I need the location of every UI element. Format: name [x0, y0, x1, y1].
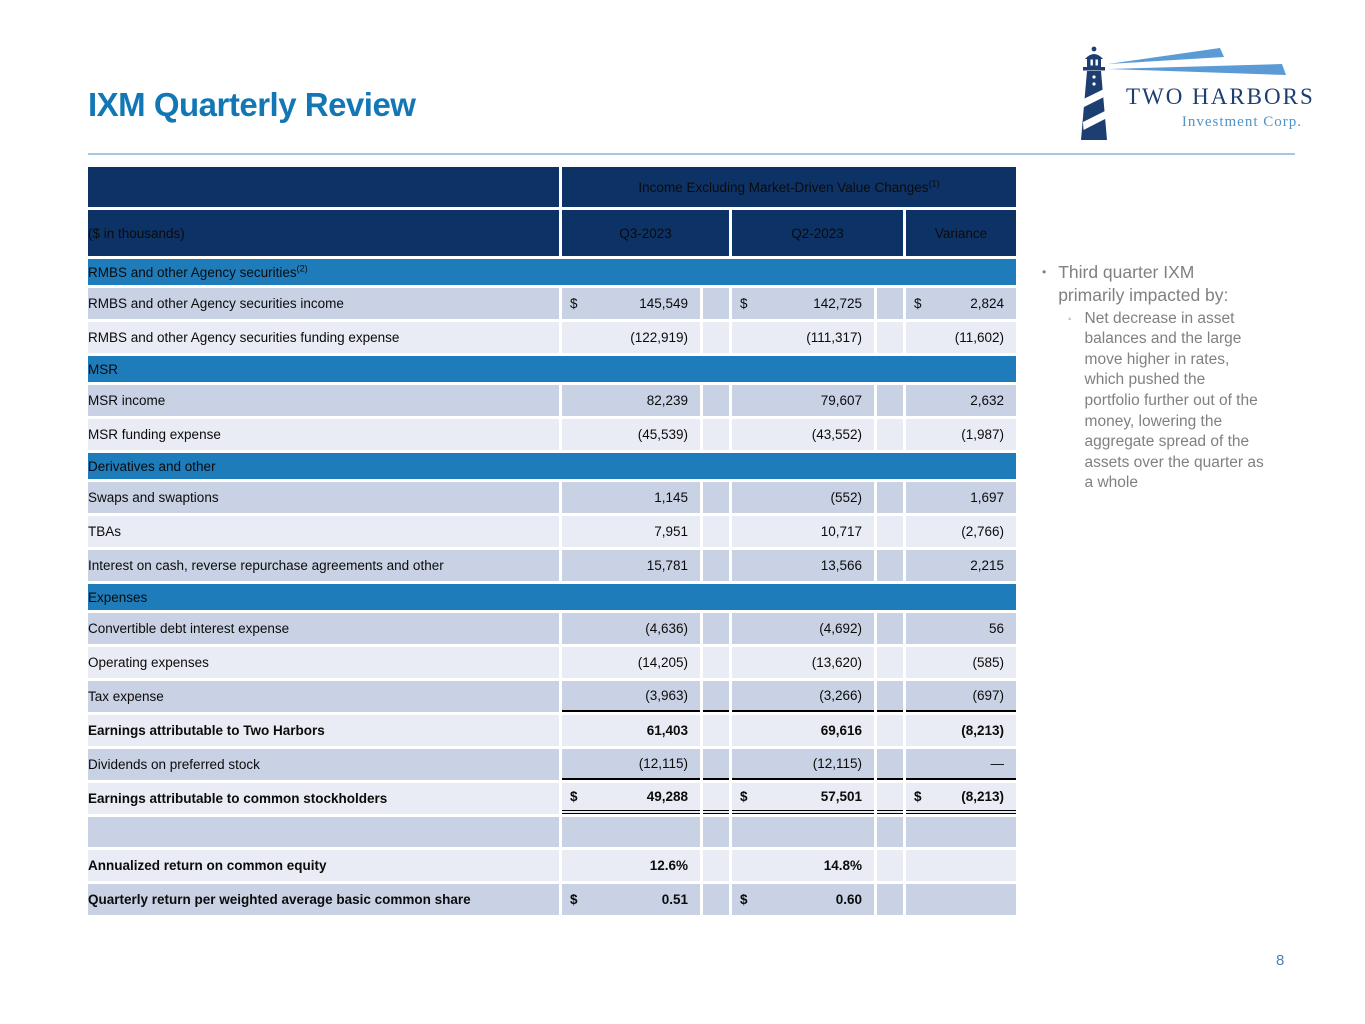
- cell-q2: [732, 850, 874, 881]
- cell-value: 12.6%: [649, 858, 688, 873]
- row-label: TBAs: [88, 516, 559, 547]
- cell-var: [906, 715, 1016, 746]
- spacer-cell: [877, 715, 903, 746]
- note-sub-bullet-item: [1068, 309, 1265, 494]
- cell-q3: [562, 322, 700, 353]
- cell-value: (4,692): [819, 621, 862, 636]
- spacer-cell: [703, 385, 729, 416]
- table-row: [88, 749, 1016, 780]
- notes-panel: [1042, 261, 1265, 494]
- unit-label: ($ in thousands): [88, 210, 559, 256]
- spacer-cell: [877, 884, 903, 915]
- spacer-cell: [877, 749, 903, 780]
- cell-q2: [732, 550, 874, 581]
- row-label: RMBS and other Agency securities funding expense: [88, 322, 559, 353]
- spacer-cell: [877, 681, 903, 712]
- cell-value: (45,539): [637, 427, 688, 442]
- cell-q3: [562, 482, 700, 513]
- cell-q2: [732, 482, 874, 513]
- cell-var: [906, 550, 1016, 581]
- table-row: [88, 715, 1016, 746]
- spacer-cell: [703, 817, 729, 847]
- spacer-cell: [877, 647, 903, 678]
- cell-value: 82,239: [646, 393, 688, 408]
- cell-value: 79,607: [820, 393, 862, 408]
- row-label: MSR income: [88, 385, 559, 416]
- section-row: [88, 453, 1016, 479]
- table-row: [88, 850, 1016, 881]
- cell-q2: [732, 385, 874, 416]
- cell-q2: [732, 884, 874, 915]
- table-row: [88, 288, 1016, 319]
- currency-symbol: $: [914, 789, 922, 804]
- note-sub-bullet-text: Net decrease in asset balances and the large move higher in rates, which pushed the portfolio further out of the money, lowering the aggregate spread of the assets over the quarter as a whole: [1084, 309, 1264, 492]
- cell-q3: [562, 385, 700, 416]
- currency-symbol: $: [570, 789, 578, 804]
- cell-var: [906, 288, 1016, 319]
- table-row: [88, 613, 1016, 644]
- note-bullet-text: Third quarter IXM primarily impacted by:: [1058, 262, 1229, 305]
- group-header-cell: [562, 167, 1016, 207]
- cell-var: [906, 322, 1016, 353]
- cell-q2: [732, 322, 874, 353]
- company-logo: [1070, 44, 1315, 144]
- cell-q2: [732, 681, 874, 712]
- cell-var: [906, 850, 1016, 881]
- cell-value: 1,145: [654, 490, 688, 505]
- spacer-cell: [877, 419, 903, 450]
- spacer-cell: [703, 749, 729, 780]
- cell-value: 145,549: [639, 296, 688, 311]
- section-label: MSR: [88, 356, 1016, 382]
- column-header-q2: Q2-2023: [732, 210, 903, 256]
- cell-value: 61,403: [646, 723, 688, 738]
- beam-upper: [1108, 48, 1224, 64]
- table-group-header-row: [88, 167, 1016, 207]
- note-bullet-item: [1042, 261, 1265, 307]
- cell-value: 57,501: [820, 789, 862, 804]
- spacer-cell: [877, 322, 903, 353]
- table-row: [88, 516, 1016, 547]
- spacer-cell: [877, 613, 903, 644]
- cell-value: (585): [972, 655, 1004, 670]
- row-label: Convertible debt interest expense: [88, 613, 559, 644]
- cell-q3: [562, 749, 700, 780]
- spacer-cell: [877, 817, 903, 847]
- cell-q2: [732, 647, 874, 678]
- cell-q2: [732, 749, 874, 780]
- beam-lower: [1108, 64, 1286, 75]
- section-label: Expenses: [88, 584, 1016, 610]
- income-table: [85, 164, 1019, 918]
- table-row: [88, 681, 1016, 712]
- cell-value: (4,636): [645, 621, 688, 636]
- section-row: [88, 356, 1016, 382]
- spacer-cell: [703, 419, 729, 450]
- cell-value: 2,215: [970, 558, 1004, 573]
- cell-q3: [562, 884, 700, 915]
- cell-var: [906, 647, 1016, 678]
- spacer-cell: [703, 516, 729, 547]
- cell-value: (552): [830, 490, 862, 505]
- spacer-cell: [703, 613, 729, 644]
- cell-value: 2,632: [970, 393, 1004, 408]
- cell-value: 1,697: [970, 490, 1004, 505]
- cell-value: (1,987): [961, 427, 1004, 442]
- table-row: [88, 884, 1016, 915]
- currency-symbol: $: [740, 892, 748, 907]
- cell-q3: [562, 550, 700, 581]
- section-row: [88, 584, 1016, 610]
- cell-q3: [562, 783, 700, 814]
- spacer-cell: [877, 783, 903, 814]
- header-empty-cell: [88, 167, 559, 207]
- cell-q3: [562, 850, 700, 881]
- cell-q3: [562, 647, 700, 678]
- section-row: [88, 259, 1016, 285]
- cell-value: (12,115): [812, 756, 862, 771]
- cell-value: (14,205): [637, 655, 688, 670]
- sub-bullet-icon: ◦: [1068, 313, 1072, 325]
- cell-q2: [732, 613, 874, 644]
- spacer-cell: [703, 850, 729, 881]
- cell-value: —: [990, 756, 1004, 771]
- group-header-label: Income Excluding Market-Driven Value Changes: [638, 179, 929, 195]
- currency-symbol: $: [570, 892, 578, 907]
- cell-var: [906, 884, 1016, 915]
- cell-var: [906, 817, 1016, 847]
- row-label: RMBS and other Agency securities income: [88, 288, 559, 319]
- cell-q2: [732, 419, 874, 450]
- bullet-icon: •: [1042, 265, 1047, 279]
- row-label: Quarterly return per weighted average basic common share: [88, 884, 559, 915]
- spacer-cell: [877, 288, 903, 319]
- cell-value: (697): [972, 688, 1004, 703]
- spacer-cell: [703, 884, 729, 915]
- cell-value: (111,317): [806, 330, 862, 345]
- cell-value: 69,616: [820, 723, 862, 738]
- cell-q2: [732, 715, 874, 746]
- table-row: [88, 647, 1016, 678]
- cell-var: [906, 613, 1016, 644]
- cell-value: 15,781: [646, 558, 688, 573]
- spacer-cell: [877, 385, 903, 416]
- row-label: Annualized return on common equity: [88, 850, 559, 881]
- section-label: Derivatives and other: [88, 453, 1016, 479]
- spacer-cell: [703, 288, 729, 319]
- cell-value: (13,620): [811, 655, 862, 670]
- cell-value: 14.8%: [823, 858, 862, 873]
- cell-value: (43,552): [811, 427, 862, 442]
- table-row: [88, 322, 1016, 353]
- currency-symbol: $: [740, 789, 748, 804]
- cell-q2: [732, 817, 874, 847]
- row-label: Interest on cash, reverse repurchase agreements and other: [88, 550, 559, 581]
- cell-value: 142,725: [813, 296, 862, 311]
- row-label: Earnings attributable to Two Harbors: [88, 715, 559, 746]
- cell-var: [906, 482, 1016, 513]
- currency-symbol: $: [740, 296, 748, 311]
- cell-value: (122,919): [630, 330, 688, 345]
- page-title: IXM Quarterly Review: [88, 86, 416, 123]
- income-table-body: [88, 259, 1016, 915]
- spacer-cell: [877, 550, 903, 581]
- cell-value: 7,951: [654, 524, 688, 539]
- table-row: [88, 385, 1016, 416]
- table-row: [88, 419, 1016, 450]
- cell-q3: [562, 817, 700, 847]
- table-row: [88, 783, 1016, 814]
- page-number: 8: [1276, 952, 1285, 969]
- cell-value: (11,602): [954, 330, 1004, 345]
- row-label: Swaps and swaptions: [88, 482, 559, 513]
- cell-value: 10,717: [820, 524, 862, 539]
- cell-q2: [732, 516, 874, 547]
- title-divider: [88, 153, 1295, 155]
- column-header-q3: Q3-2023: [562, 210, 729, 256]
- table-column-header-row: [88, 210, 1016, 256]
- cell-value: 13,566: [820, 558, 862, 573]
- spacer-cell: [703, 482, 729, 513]
- footnote-1-marker: (1): [928, 178, 940, 188]
- column-header-variance: Variance: [906, 210, 1016, 256]
- spacer-cell: [703, 322, 729, 353]
- cell-value: 0.51: [661, 892, 688, 907]
- spacer-cell: [703, 681, 729, 712]
- row-label: MSR funding expense: [88, 419, 559, 450]
- currency-symbol: $: [914, 296, 922, 311]
- cell-value: 2,824: [970, 296, 1004, 311]
- spacer-cell: [877, 850, 903, 881]
- spacer-row: [88, 817, 1016, 847]
- row-label: Dividends on preferred stock: [88, 749, 559, 780]
- spacer-cell: [877, 516, 903, 547]
- cell-var: [906, 783, 1016, 814]
- cell-value: (8,213): [961, 723, 1004, 738]
- cell-value: 56: [988, 621, 1004, 636]
- spacer-cell: [877, 482, 903, 513]
- row-label: Earnings attributable to common stockholders: [88, 783, 559, 814]
- spacer-cell: [703, 715, 729, 746]
- logo-subtitle: Investment Corp.: [1181, 114, 1302, 130]
- row-label: Tax expense: [88, 681, 559, 712]
- spacer-cell: [703, 550, 729, 581]
- cell-value: 49,288: [646, 789, 688, 804]
- cell-value: (3,963): [645, 688, 688, 703]
- cell-q2: [732, 288, 874, 319]
- cell-value: 0.60: [835, 892, 862, 907]
- cell-var: [906, 749, 1016, 780]
- cell-q3: [562, 613, 700, 644]
- cell-var: [906, 516, 1016, 547]
- table-row: [88, 550, 1016, 581]
- cell-q3: [562, 516, 700, 547]
- table-row: [88, 482, 1016, 513]
- cell-value: (3,266): [819, 688, 862, 703]
- cell-q2: [732, 783, 874, 814]
- cell-var: [906, 385, 1016, 416]
- cell-q3: [562, 288, 700, 319]
- currency-symbol: $: [570, 296, 578, 311]
- spacer-cell: [703, 783, 729, 814]
- cell-var: [906, 681, 1016, 712]
- cell-value: (2,766): [961, 524, 1004, 539]
- cell-q3: [562, 681, 700, 712]
- cell-var: [906, 419, 1016, 450]
- section-label: RMBS and other Agency securities$^{(2)}$: [88, 259, 1016, 285]
- row-label: Operating expenses: [88, 647, 559, 678]
- footnote-2-marker: (2): [296, 263, 308, 273]
- logo-company-name: TWO HARBORS: [1126, 84, 1315, 109]
- spacer-cell: [703, 647, 729, 678]
- cell-value: (12,115): [638, 756, 688, 771]
- row-label: [88, 817, 559, 847]
- cell-q3: [562, 715, 700, 746]
- cell-value: (8,213): [961, 789, 1004, 804]
- cell-q3: [562, 419, 700, 450]
